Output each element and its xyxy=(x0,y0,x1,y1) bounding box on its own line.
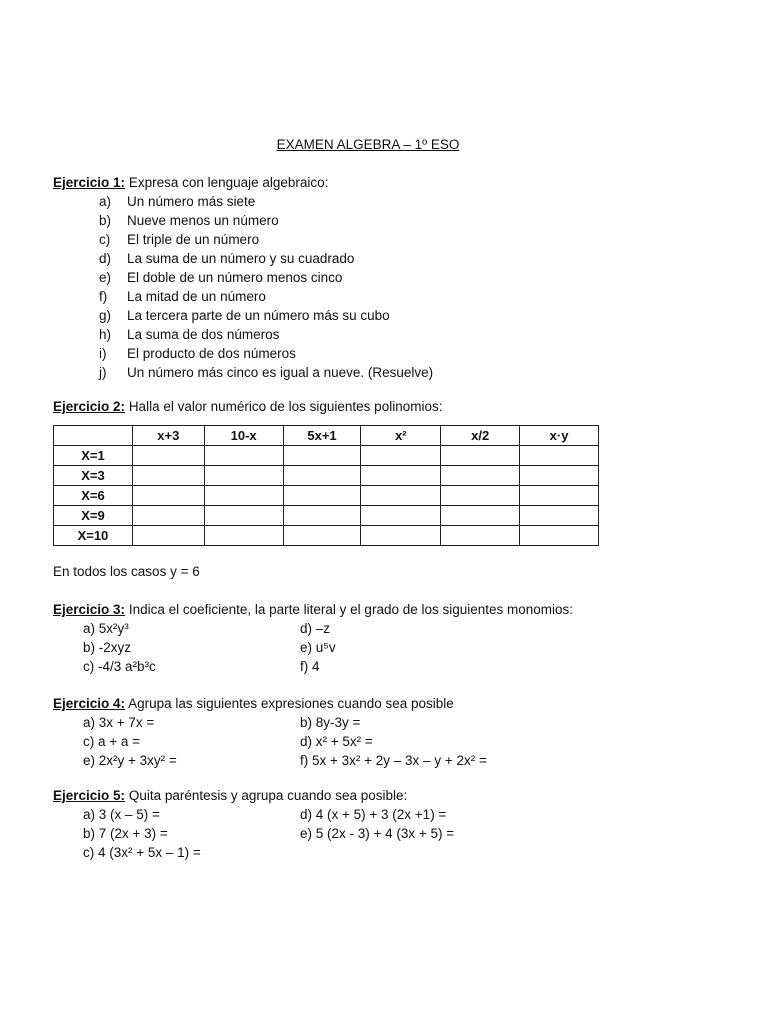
monomial-item: d) –z xyxy=(300,621,331,636)
expression-item: c) 4 (3x² + 5x – 1) = xyxy=(83,845,201,860)
values-table xyxy=(53,425,599,546)
answer-cell[interactable] xyxy=(283,466,361,486)
expression-item: d) x² + 5x² = xyxy=(300,734,373,749)
answer-cell[interactable] xyxy=(132,446,204,466)
expression-item: b) 7 (2x + 3) = xyxy=(83,826,168,841)
list-item: e) El doble de un número menos cinco xyxy=(99,270,343,285)
expression-item: c) a + a = xyxy=(83,734,141,749)
row-label: X=10 xyxy=(54,526,133,546)
exercise-1-list xyxy=(53,192,433,382)
exercise-1-label: Ejercicio 1: xyxy=(53,175,126,190)
answer-cell[interactable] xyxy=(361,526,441,546)
answer-cell[interactable] xyxy=(441,506,520,526)
list-item: a) Un número más siete xyxy=(99,194,256,209)
table-header-cell xyxy=(54,426,133,446)
exercise-2-prompt: Halla el valor numérico de los siguientes polinomios: xyxy=(128,399,443,414)
table-header-cell: x/2 xyxy=(441,426,520,446)
answer-cell[interactable] xyxy=(441,486,520,506)
answer-cell[interactable] xyxy=(132,526,204,546)
list-item: b) Nueve menos un número xyxy=(99,213,279,228)
table-header-row xyxy=(54,426,599,446)
exam-title: EXAMEN ALGEBRA – 1º ESO xyxy=(276,137,460,152)
answer-cell[interactable] xyxy=(132,466,204,486)
exercise-4-items xyxy=(53,713,713,770)
answer-cell[interactable] xyxy=(520,526,599,546)
table-row xyxy=(54,526,599,546)
answer-cell[interactable] xyxy=(441,446,520,466)
monomial-item: c) -4/3 a²b³c xyxy=(83,659,156,674)
answer-cell[interactable] xyxy=(204,486,283,506)
exercise-3-items xyxy=(53,619,713,676)
exercise-1-prompt: Expresa con lenguaje algebraico: xyxy=(128,175,329,190)
expression-item: e) 2x²y + 3xy² = xyxy=(83,753,177,768)
monomial-item: b) -2xyz xyxy=(83,640,132,655)
answer-cell[interactable] xyxy=(361,446,441,466)
exercise-5 xyxy=(53,786,713,862)
answer-cell[interactable] xyxy=(283,486,361,506)
row-label: X=6 xyxy=(54,486,133,506)
exercise-4-label: Ejercicio 4: xyxy=(53,696,126,711)
expression-item: d) 4 (x + 5) + 3 (2x +1) = xyxy=(300,807,447,822)
answer-cell[interactable] xyxy=(204,506,283,526)
answer-cell[interactable] xyxy=(441,466,520,486)
table-header-cell: x+3 xyxy=(132,426,204,446)
table-row xyxy=(54,446,599,466)
row-label: X=9 xyxy=(54,506,133,526)
exercise-1-header xyxy=(53,173,433,192)
monomial-item: f) 4 xyxy=(300,659,320,674)
answer-cell[interactable] xyxy=(441,526,520,546)
answer-cell[interactable] xyxy=(361,486,441,506)
answer-cell[interactable] xyxy=(361,506,441,526)
list-item: h) La suma de dos números xyxy=(99,327,280,342)
row-label: X=1 xyxy=(54,446,133,466)
answer-cell[interactable] xyxy=(520,506,599,526)
exercise-3 xyxy=(53,600,713,676)
answer-cell[interactable] xyxy=(520,446,599,466)
answer-cell[interactable] xyxy=(283,446,361,466)
table-header-cell: x·y xyxy=(520,426,599,446)
exercise-1 xyxy=(53,173,433,382)
exercise-5-items xyxy=(53,805,713,862)
table-header-cell: 10-x xyxy=(204,426,283,446)
exercise-3-label: Ejercicio 3: xyxy=(53,602,126,617)
list-item: f) La mitad de un número xyxy=(99,289,266,304)
answer-cell[interactable] xyxy=(204,526,283,546)
table-header-cell: x² xyxy=(361,426,441,446)
table-row xyxy=(54,506,599,526)
exercise-3-prompt: Indica el coeficiente, la parte literal y el grado de los siguientes monomios: xyxy=(128,602,574,617)
list-item: d) La suma de un número y su cuadrado xyxy=(99,251,355,266)
answer-cell[interactable] xyxy=(283,526,361,546)
expression-item: e) 5 (2x - 3) + 4 (3x + 5) = xyxy=(300,826,455,841)
table-row xyxy=(54,486,599,506)
exercise-2-header xyxy=(53,397,442,416)
answer-cell[interactable] xyxy=(520,466,599,486)
answer-cell[interactable] xyxy=(520,486,599,506)
exercise-4 xyxy=(53,694,713,770)
monomial-item: e) u⁵v xyxy=(300,640,336,655)
exercise-4-prompt: Agrupa las siguientes expresiones cuando sea posible xyxy=(128,696,454,711)
row-label: X=3 xyxy=(54,466,133,486)
table-row xyxy=(54,466,599,486)
monomial-item: a) 5x²y³ xyxy=(83,621,129,636)
expression-item: f) 5x + 3x² + 2y – 3x – y + 2x² = xyxy=(300,753,487,768)
list-item: c) El triple de un número xyxy=(99,232,260,247)
list-item: i) El producto de dos números xyxy=(99,346,296,361)
table-header-cell: 5x+1 xyxy=(283,426,361,446)
answer-cell[interactable] xyxy=(361,466,441,486)
expression-item: b) 8y-3y = xyxy=(300,715,361,730)
answer-cell[interactable] xyxy=(132,486,204,506)
list-item: j) Un número más cinco es igual a nueve. (Resuelve) xyxy=(99,365,434,380)
answer-cell[interactable] xyxy=(204,446,283,466)
expression-item: a) 3 (x – 5) = xyxy=(83,807,160,822)
answer-cell[interactable] xyxy=(283,506,361,526)
exercise-2-note: En todos los casos y = 6 xyxy=(53,564,200,579)
expression-item: a) 3x + 7x = xyxy=(83,715,155,730)
exercise-5-prompt: Quita paréntesis y agrupa cuando sea posible: xyxy=(128,788,408,803)
exercise-2-label: Ejercicio 2: xyxy=(53,399,126,414)
exercise-5-label: Ejercicio 5: xyxy=(53,788,126,803)
answer-cell[interactable] xyxy=(204,466,283,486)
list-item: g) La tercera parte de un número más su cubo xyxy=(99,308,390,323)
answer-cell[interactable] xyxy=(132,506,204,526)
